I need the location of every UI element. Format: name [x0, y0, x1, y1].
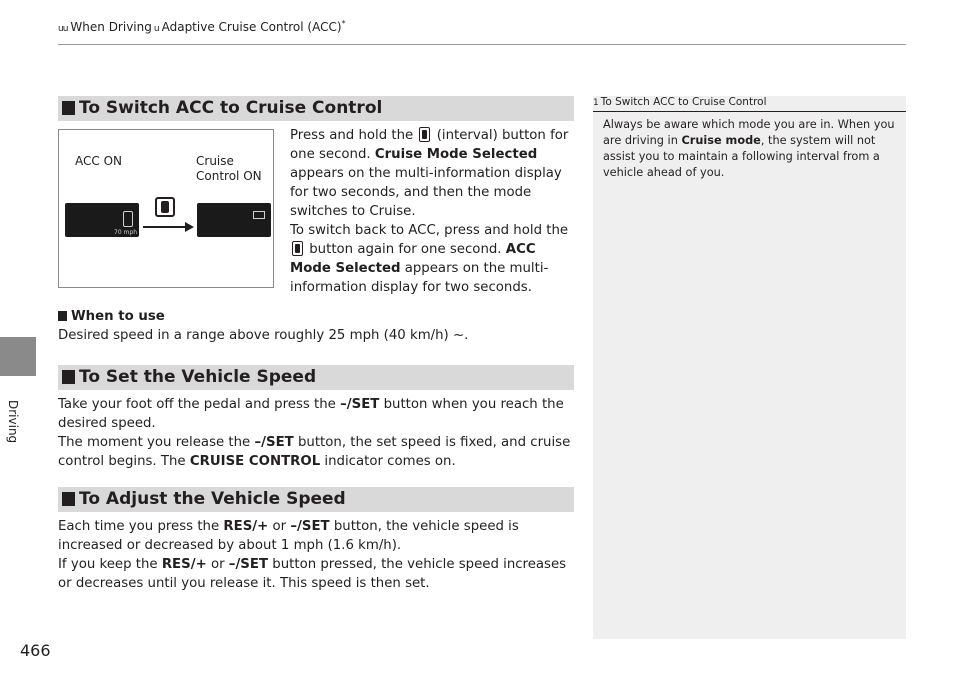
section-title: To Set the Vehicle Speed [79, 367, 317, 387]
acc-display [65, 203, 139, 237]
set-paragraph: Take your foot off the pedal and press the –/SET button when you reach the desired speed. The moment you release the –/SET button, the set speed is fixed, and cruise control begins. The CRUISE CONTROL indicator comes on. [58, 397, 571, 469]
section-square-icon [62, 101, 75, 115]
acc-vehicle-icon [123, 211, 133, 227]
section-title: To Adjust the Vehicle Speed [79, 489, 346, 509]
chapter-label: Driving [6, 400, 20, 444]
arrow-head-icon [185, 222, 194, 232]
section-square-icon [62, 370, 75, 384]
switch-paragraph: Press and hold the (interval) button for one second. Cruise Mode Selected appears on the multi-information display for two seconds, and then the mode switches to Cruise. To switch back to ACC, press and hold the button again for one second. ACC Mode Selected appears on the multi-information display for two seconds. [290, 128, 569, 295]
section-title: To Switch ACC to Cruise Control [79, 98, 383, 118]
section-header-set [58, 365, 574, 390]
cruise-display [197, 203, 271, 237]
figure-cruise-label [196, 154, 262, 184]
figure-cruise-line-1: Cruise [196, 154, 234, 168]
note-icon: 1 [593, 98, 599, 108]
interval-button-icon [292, 241, 303, 256]
arrow-icon [143, 226, 189, 228]
page-number: 466 [20, 641, 51, 660]
figure-cruise-line-2: Control ON [196, 169, 262, 183]
subhead-square-icon [58, 311, 67, 321]
figure-acc-label: ACC ON [75, 154, 122, 168]
when-to-use-text: Desired speed in a range above roughly 25 mph (40 km/h) ~. [58, 328, 469, 343]
mode-switch-figure [58, 129, 274, 288]
chapter-tab [0, 337, 36, 376]
breadcrumb-page[interactable]: Adaptive Cruise Control (ACC) [161, 20, 342, 34]
breadcrumb [58, 19, 346, 34]
when-to-use-heading: When to use [58, 309, 165, 324]
breadcrumb-arrow-icon: uu [58, 24, 68, 34]
breadcrumb-separator-icon: u [153, 24, 160, 34]
header-rule [58, 44, 906, 45]
footnote-mark: * [341, 19, 346, 28]
section-square-icon [62, 492, 75, 506]
interval-button-icon [419, 127, 430, 142]
adjust-paragraph: Each time you press the RES/+ or –/SET button, the vehicle speed is increased or decreased by about 1 mph (1.6 km/h). If you keep the RES/+ or –/SET button pressed, the vehicle speed increases or decreases until you release it. This speed is then set. [58, 519, 567, 591]
section-header-adjust [58, 487, 574, 512]
section-header-switch [58, 96, 574, 121]
note-text: Always be aware which mode you are in. When you are driving in Cruise mode, the system will not assist you to maintain a following interval from a vehicle ahead of you. [603, 118, 895, 179]
interval-button-icon [155, 197, 175, 217]
cruise-indicator-icon [253, 211, 265, 219]
acc-speed-readout: 70 mph [114, 229, 137, 236]
note-heading: 1 To Switch ACC to Cruise Control [593, 96, 767, 108]
breadcrumb-section[interactable]: When Driving [70, 20, 152, 34]
note-rule [593, 111, 906, 112]
